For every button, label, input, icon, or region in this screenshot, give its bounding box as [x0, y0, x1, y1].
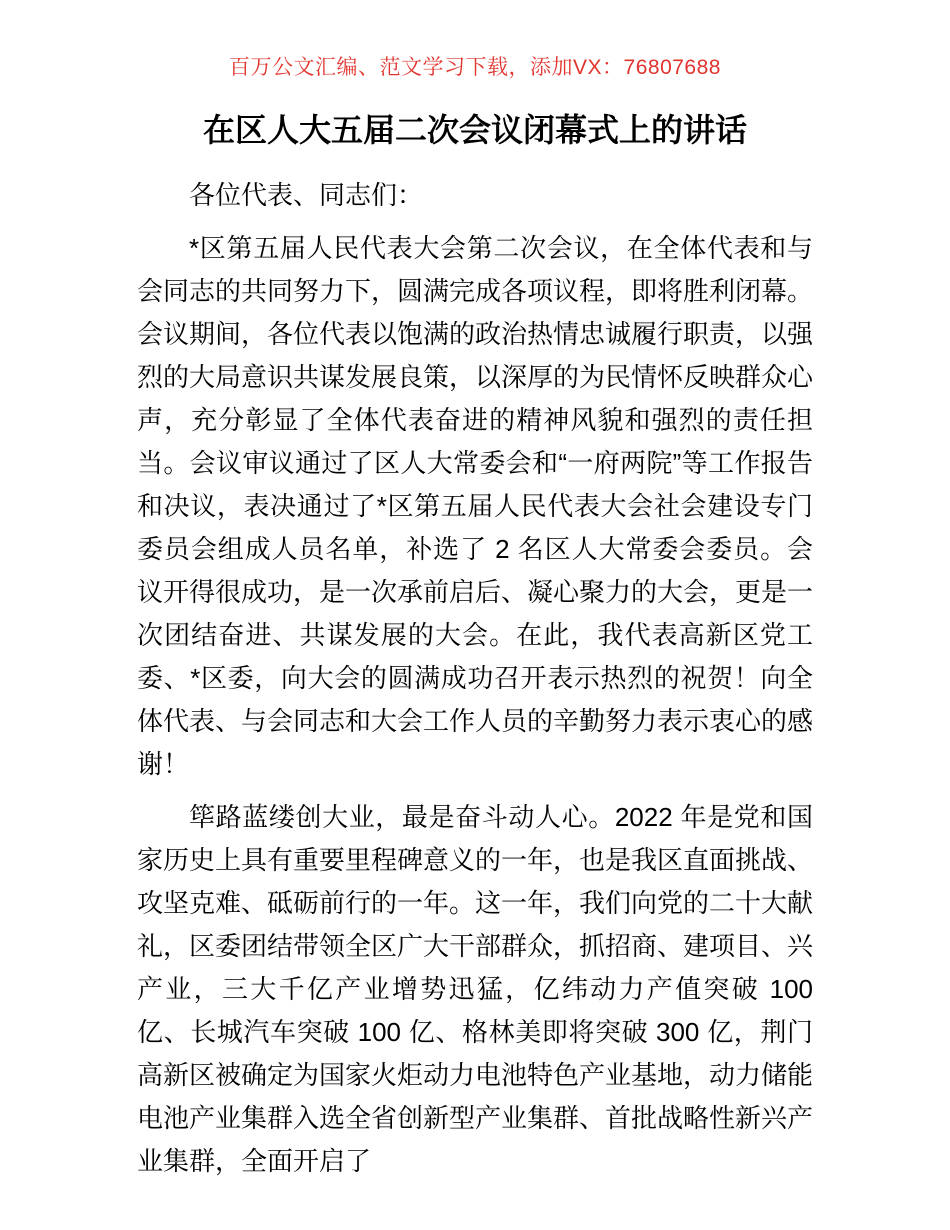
document-title: 在区人大五届二次会议闭幕式上的讲话: [202, 112, 747, 148]
promo-notice: 百万公文汇编、范文学习下载，添加VX：76807688: [229, 56, 721, 79]
salutation: 各位代表、同志们：: [189, 180, 424, 211]
body-paragraph: *区第五届人民代表大会第二次会议，在全体代表和与会同志的共同努力下，圆满完成各项议程，即将胜利闭幕。会议期间，各位代表以饱满的政治热情忠诚履行职责，以强烈的大局意识共谋发展良策，以深厚的为民情怀反映群众心声，充分彰显了全体代表奋进的精神风貌和强烈的责任担当。会议审议通过了区人大常委会和“一府两院”等工作报告和决议，表决通过了*区第五届人民代表大会社会建设专门委员会组成人员名单，补选了 2 名区人大常委会委员。会议开得很成功，是一次承前启后、凝心聚力的大会，更是一次团结奋进、共谋发展的大会。在此，我代表高新区党工委、*区委，向大会的圆满成功召开表示热烈的祝贺！向全体代表、与会同志和大会工作人员的辛勤努力表示衷心的感谢！: [137, 233, 814, 780]
body-paragraph: 筚路蓝缕创大业，最是奋斗动人心。2022 年是党和国家历史上具有重要里程碑意义的一年，也是我区直面挑战、攻坚克难、砥砺前行的一年。这一年，我们向党的二十大献礼，区委团结带领全区广大干部群众，抓招商、建项目、兴产业，三大千亿产业增势迅猛，亿纬动力产值突破 100 亿、长城汽车突破 100 亿、格林美即将突破 300 亿，荆门高新区被确定为国家火炬动力电池特色产业基地，动力储能电池产业集群入选全省创新型产业集群、首批战略性新兴产业集群，全面开启了: [137, 802, 814, 1177]
document-body: [137, 174, 813, 1183]
